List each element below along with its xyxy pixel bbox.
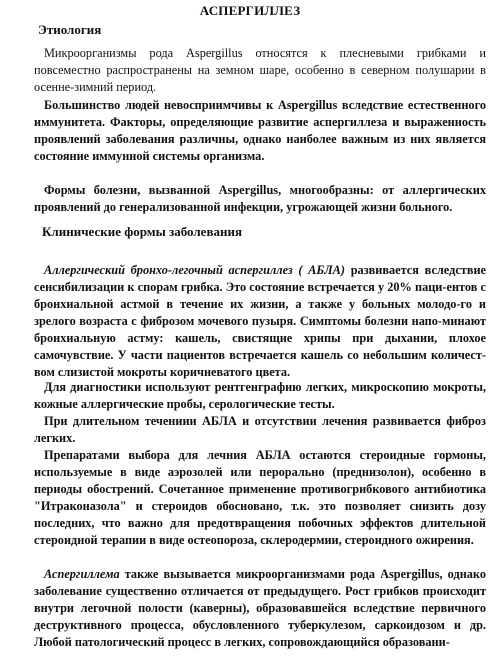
section-heading-clinical-forms: Клинические формы заболевания <box>42 224 242 239</box>
paragraph-8 <box>34 566 486 651</box>
paragraph-4-text: развивается вследствие сенсибилизации к спорам грибка. Это состояние встречается у 20% паци-ентов с бронхиальной астмой в течение их жизни, а также у больных молодо-го и зрелого возраста с фиброзом мочевого пузыря. Симптомы болезни напо-минают бронхиальную астму: кашель, свистящие хрипы при дыхании, плохое самочувствие. У части пациентов встречается кашель со небольшим количест-вом слизистой мокроты коричневатого цвета. <box>34 263 486 379</box>
paragraph-3: Формы болезни, вызванной Aspergillus, многообразны: от аллергических проявлений до генерализованной инфекции, угрожающей жизни больного. <box>34 183 486 214</box>
paragraph-2: Большинство людей невосприимчивы к Aspergillus вследствие естественного иммунитета. Факторы, определяющие развитие аспергиллеза и выраженность проявлений заболевания различны, однако наиболее важным из них является состояние иммунной системы организма. <box>34 98 486 163</box>
term-abla: Аллергический бронхо-легочный аспергиллез ( АБЛА) <box>44 263 345 277</box>
paragraph-5: Для диагностики используют рентгенграфию легких, микроскопию мокроты, кожные аллергические пробы, серологические тесты. <box>34 380 486 411</box>
term-aspergilloma: Аспергиллема <box>44 567 120 581</box>
paragraph-7: Препаратами выбора для лечния АБЛА остаются стероидные гормоны, используемые в виде аэрозолей или перорально (преднизолон), особенно в периоды обострений. Сочетанное применение противогрибкового антибиотика "Итраконазола" и стероидов обосновано, т.к. это позволяет снизить дозу последних, что важно для предотвращения побочных эффектов длительной стероидной терапии в виде остеопороза, склеродермии, стероидного ожирения. <box>34 448 486 547</box>
section-heading-etiology: Этиология <box>38 22 102 37</box>
page-title: АСПЕРГИЛЛЕЗ <box>199 3 301 18</box>
paragraph-4 <box>34 262 486 381</box>
paragraph-8-text: также вызывается микроорганизмами рода Aspergillus, однако заболевание существенно отличается от предыдущего. Рост грибков происходит внутри легочной полости (каверны), образовавшейся вследствие первичного деструктивного процесса, обусловленного туберкулезом, саркоидозом и др. Любой патологический процесс в легких, сопровождающийся образовани- <box>34 567 486 649</box>
paragraph-1: Микроорганизмы рода Aspergillus относятся к плесневыми грибками и повсеместно распространены на земном шаре, особенно в северном полушарии в осенне-зимний период. <box>34 46 486 94</box>
paragraph-6: При длительном течениии АБЛА и отсутствии лечения развивается фиброз легких. <box>34 414 486 445</box>
